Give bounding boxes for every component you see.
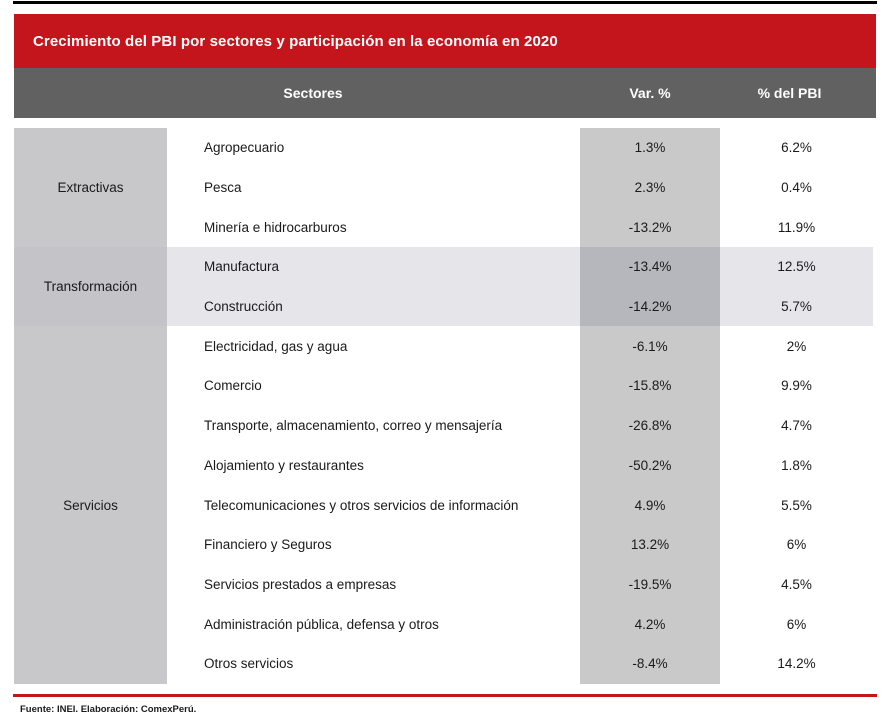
var-value-cell: -15.8% <box>580 366 720 406</box>
pbi-value-cell: 9.9% <box>781 378 812 394</box>
var-value-cell: 2.3% <box>580 168 720 208</box>
var-value-cell: -13.4% <box>580 247 720 287</box>
pbi-value-cell: 6% <box>786 616 807 632</box>
sector-name-cell: Minería e hidrocarburos <box>204 219 347 235</box>
pbi-value-cell: 0.4% <box>781 180 812 196</box>
sector-name-cell: Financiero y Seguros <box>204 537 332 553</box>
var-value-cell: 4.9% <box>580 485 720 525</box>
sector-name-cell: Alojamiento y restaurantes <box>204 457 364 473</box>
group-cell-servicios: Servicios <box>14 326 167 683</box>
pbi-value-cell: 14.2% <box>777 656 816 672</box>
group-cell-transformacion: Transformación <box>14 247 167 326</box>
pbi-value-cell: 6% <box>786 537 807 553</box>
figure-title-banner <box>14 14 876 68</box>
pbi-value-cell: 4.7% <box>781 418 812 434</box>
var-value-cell: -50.2% <box>580 446 720 486</box>
figure-title: Crecimiento del PBI por sectores y participación en la economía en 2020 <box>33 32 558 50</box>
sector-name-cell: Administración pública, defensa y otros <box>204 616 439 632</box>
column-header-pbi: % del PBI <box>757 85 822 101</box>
pbi-value-cell: 12.5% <box>720 247 873 287</box>
column-header-sectores: Sectores <box>283 85 343 101</box>
pbi-value-cell: 2% <box>786 338 807 354</box>
sector-name-cell: Comercio <box>204 378 262 394</box>
var-value-cell: 1.3% <box>580 128 720 168</box>
pbi-value-cell: 11.9% <box>777 219 816 235</box>
pbi-value-cell: 5.5% <box>781 497 812 513</box>
sector-name-cell: Servicios prestados a empresas <box>204 576 397 592</box>
pbi-value-cell: 6.2% <box>781 140 812 156</box>
source-note: Fuente: INEI. Elaboración: ComexPerú. <box>20 703 197 715</box>
top-border-rule <box>13 1 877 4</box>
sector-name-cell: Pesca <box>204 180 242 196</box>
sector-name-cell: Telecomunicaciones y otros servicios de información <box>204 497 519 513</box>
var-value-cell: -19.5% <box>580 565 720 605</box>
sector-name-cell: Otros servicios <box>204 656 294 672</box>
pbi-value-cell: 4.5% <box>781 576 812 592</box>
pbi-value-cell: 1.8% <box>781 457 812 473</box>
var-value-cell: -26.8% <box>580 406 720 446</box>
var-value-cell: -8.4% <box>580 644 720 684</box>
bottom-accent-rule <box>13 694 877 697</box>
var-value-cell: 4.2% <box>580 604 720 644</box>
var-value-cell: 13.2% <box>580 525 720 565</box>
sectors-table <box>14 128 876 684</box>
var-value-cell: -14.2% <box>580 287 720 327</box>
sector-name-cell: Manufactura <box>167 247 580 287</box>
sector-name-cell: Transporte, almacenamiento, correo y mensajería <box>204 418 503 434</box>
column-header-var: Var. % <box>629 85 671 101</box>
sector-name-cell: Electricidad, gas y agua <box>204 338 348 354</box>
table-header-row <box>14 68 876 118</box>
sector-name-cell: Agropecuario <box>204 140 285 156</box>
var-value-cell: -6.1% <box>580 326 720 366</box>
sector-name-cell: Construcción <box>167 287 580 327</box>
pbi-value-cell: 5.7% <box>720 287 873 327</box>
var-value-cell: -13.2% <box>580 207 720 247</box>
group-cell-extractivas: Extractivas <box>14 128 167 247</box>
